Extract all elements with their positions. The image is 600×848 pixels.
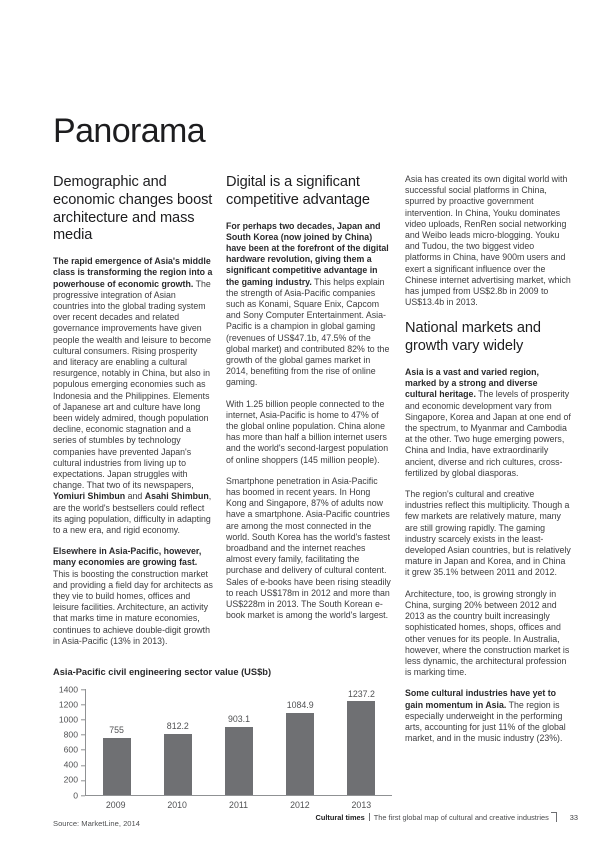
y-tick-label: 800: [63, 729, 78, 740]
y-tick-label: 600: [63, 744, 78, 755]
publication-name: Asahi Shimbun: [144, 491, 209, 502]
chart-plot: [53, 683, 392, 800]
body-text: The progressive integration of Asian countries into the global trading system over recent decades and related governance improvements have given people the wealth and leisure to become cultural consumers. Rising prosperity and literacy are enabling a cultural resurgence, notably in China, but also in populous emerging economies such as Indonesia and the Philippines. Elements of Japanese art and culture have long been widely admired, though population decline, economic stagnation and a series of stumbles by technology companies have prevented Japan's cultural industries from living up to expectations. Japan struggles with change. That two of its newspapers,: [53, 278, 211, 491]
x-tick-label: 2011: [229, 800, 248, 811]
body-text: , are the world's bestsellers could reflect its aging population, difficulty in adapting to a new era, and rigid economy.: [53, 491, 212, 536]
y-tick-label: 400: [63, 759, 78, 770]
plot-area: [85, 689, 392, 796]
footer-separator: [369, 813, 370, 821]
bar: [225, 727, 253, 795]
x-tick-label: 2010: [167, 800, 187, 811]
paragraph: [53, 256, 213, 536]
paragraph: Asia has created its own digital world with successful social platforms in China, spurred by proactive government intervention. In China, Youku dominates video uploads, RenRen social networking and Weibo leads micro-blogging. Youku and Tudou, the two biggest video platforms in China, have 900m users and exert a significant influence over the Chinese internet advertising market, which has jumped from US$2.8b in 2009 to US$13.4b in 2013.: [405, 174, 571, 308]
y-tick-label: 200: [63, 774, 78, 785]
footer-subtitle: The first global map of cultural and creative industries: [373, 812, 549, 822]
paragraph: The region's cultural and creative industries reflect this multiplicity. Though a few markets are relatively mature, many are still growing rapidly. The gaming industry scarcely exists in the least-developed Asian countries, but is relatively mature in Japan and Korea, and in China it grew 35.1% between 2011 and 2012.: [405, 489, 571, 578]
footer-brand: Cultural times: [315, 812, 365, 822]
bar: [347, 701, 375, 795]
bar: [164, 734, 192, 795]
y-tick-label: 1400: [58, 683, 78, 694]
x-axis-labels: [85, 796, 392, 810]
bar-value-label: 812.2: [166, 720, 189, 731]
page-title: Panorama: [53, 112, 206, 150]
bar-value-label: 1084.9: [286, 700, 314, 711]
bar: [103, 738, 131, 795]
page-number: 33: [569, 812, 578, 822]
section-heading-demographics: Demographic and economic changes boost architecture and mass media: [53, 174, 213, 244]
bold-lead: Elsewhere in Asia-Pacific, however, many economies are growing fast.: [53, 546, 202, 568]
column-demographics: [53, 174, 213, 657]
bar-slot: [208, 689, 269, 795]
body-text: and: [125, 491, 145, 502]
bold-lead: The rapid emergence of Asia's middle class is transforming the region into a powerhouse of economic growth.: [53, 256, 213, 289]
y-tick-label: 1200: [58, 698, 78, 709]
three-column-layout: [53, 174, 575, 828]
bar-value-label: 1237.2: [347, 688, 375, 699]
section-heading-digital: Digital is a significant competitive advantage: [226, 174, 370, 208]
bold-lead: For perhaps two decades, Japan and South Korea (now joined by China) have been at the forefront of the digital hardware revolution, giving them a significant competitive advantage in the gaming industry.: [226, 220, 389, 287]
y-tick-label: 0: [73, 789, 78, 800]
bar: [286, 713, 314, 795]
bar-value-label: 903.1: [228, 713, 251, 724]
y-axis-labels: [53, 683, 85, 800]
x-tick-label: 2013: [351, 800, 372, 811]
page-footer: [0, 812, 578, 822]
chart-title: Asia-Pacific civil engineering sector value (US$b): [53, 667, 272, 678]
column-digital: [226, 174, 392, 657]
chart-source: Source: MarketLine, 2014: [53, 819, 140, 829]
body-text: The region is especially underweight in the performing arts, accounting for just 11% of the global market, and in the music industry (23%).: [405, 699, 566, 744]
column-national-markets: [405, 174, 571, 828]
civil-engineering-bar-chart: [53, 667, 392, 828]
body-text: The levels of prosperity and economic development vary from Singapore, Korea and Japan at one end of the spectrum, to Myanmar and Cambodia at the other. Two huge emerging powers, China and India, have extraordinarily ancient, diverse and rich cultures, cross-fertilized by global diasporas.: [405, 389, 571, 478]
bar-slot: [86, 689, 147, 795]
paragraph: [226, 221, 392, 389]
publication-name: Yomiuri Shimbun: [53, 491, 126, 502]
bar-slot: [331, 689, 392, 795]
x-tick-label: 2009: [105, 800, 126, 811]
footer-bracket-ornament: [551, 812, 557, 822]
paragraph: Architecture, too, is growing strongly in China, surging 20% between 2012 and 2013 as the country built increasingly sophisticated homes, shops, offices and other venues for its people. In Australia, however, where the construction market is less dynamic, the architectural profession is marking time.: [405, 588, 570, 678]
bar-slot: [270, 689, 331, 795]
bold-lead: Asia is a vast and varied region, marked by a strong and diverse cultural heritage.: [405, 367, 539, 400]
body-text: This is boosting the construction market and providing a field day for architects as they vie to build homes, offices and leisure facilities. Architecture, an activity that marks time in mature economies, continues to achieve double-digit growth in Asia-Pacific (13% in 2013).: [53, 568, 213, 646]
bar-value-label: 755: [109, 725, 124, 736]
y-tick-label: 1000: [58, 714, 78, 725]
paragraph: [405, 367, 571, 479]
bar-slot: [147, 689, 208, 795]
paragraph: With 1.25 billion people connected to the internet, Asia-Pacific is home to 47% of the global online population. China alone has more than half a billion internet users and the world's second-largest population of online shoppers (145 million people).: [226, 398, 389, 465]
body-text: This helps explain the strength of Asia-Pacific companies such as Konami, Square Enix, Capcom and Sony Computer Entertainment. Asia-Pacific is a champion in global gaming (revenues of US$47.1b, 47.5% of the global market) and contributed 82% to the growth of the global games market in 2014, benefiting from the rise of online gaming.: [226, 276, 390, 388]
paragraph: Smartphone penetration in Asia-Pacific has boomed in recent years. In Hong Kong and Singapore, 87% of adults now have a smartphone. Asia-Pacific countries are among the most connected in the world. South Korea has the world's fastest broadband and the internet reaches almost every family, facilitating the purchase and delivery of cultural content. Sales of e-books have been rising steadily to reach US$178m in 2012 and more than US$228m in 2013. The South Korean e-book market is among the world's largest.: [226, 475, 391, 621]
paragraph: [405, 688, 571, 744]
bold-lead: Some cultural industries have yet to gain momentum in Asia.: [405, 688, 557, 710]
x-tick-label: 2012: [290, 800, 310, 811]
section-heading-national-markets: National markets and growth vary widely: [405, 320, 541, 355]
paragraph: [53, 546, 213, 647]
